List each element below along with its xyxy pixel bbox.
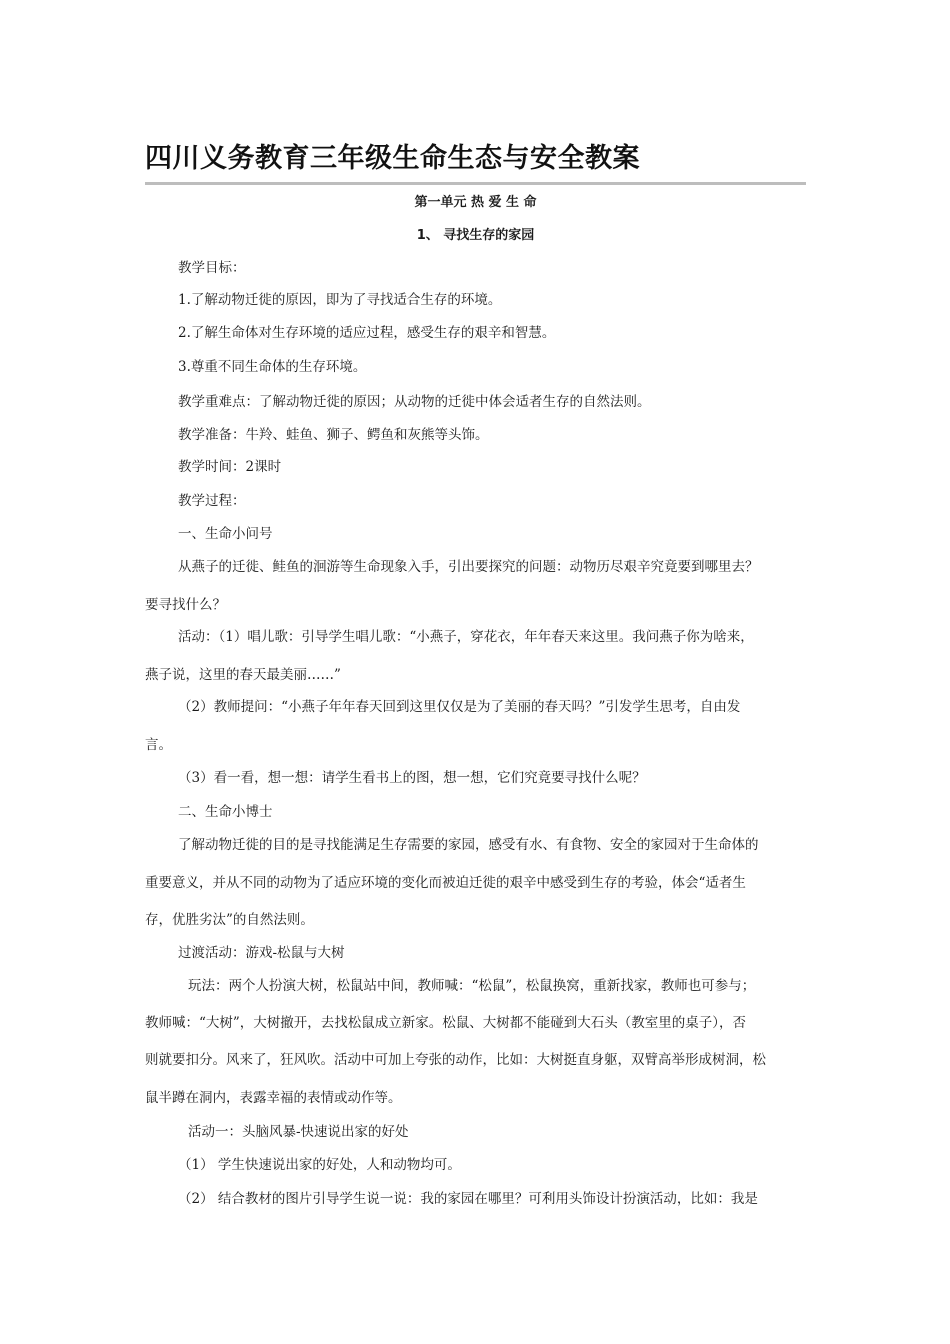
paragraph-line: 玩法：两个人扮演大树，松鼠站中间，教师喊：“松鼠”，松鼠换窝，重新找家，教师也可参与；: [188, 978, 756, 994]
paragraph-line: 燕子说，这里的春天最美丽……”: [145, 667, 341, 683]
paragraph-line: 教学过程：: [178, 493, 246, 509]
paragraph-line: 活动一：头脑风暴-快速说出家的好处: [188, 1124, 409, 1140]
paragraph-line: 重要意义，并从不同的动物为了适应环境的变化而被迫迁徙的艰辛中感受到生存的考验，体会“适者生: [145, 875, 746, 891]
paragraph-line: 教学目标：: [178, 260, 246, 276]
paragraph-line: 过渡活动：游戏-松鼠与大树: [178, 945, 345, 961]
paragraph-line: 了解动物迁徙的目的是寻找能满足生存需要的家园，感受有水、有食物、安全的家园对于生命体的: [178, 837, 759, 853]
paragraph-line: 活动：（1）唱儿歌：引导学生唱儿歌：“小燕子，穿花衣，年年春天来这里。我问燕子你为啥来，: [178, 629, 754, 645]
unit-heading: 第一单元 热 爱 生 命: [414, 195, 537, 210]
section-heading: 一、生命小问号: [178, 526, 273, 542]
paragraph-line: （2）教师提问：“小燕子年年春天回到这里仅仅是为了美丽的春天吗？”引发学生思考，自由发: [178, 699, 741, 715]
list-item: （2） 结合教材的图片引导学生说一说：我的家园在哪里？可利用头饰设计扮演活动，比如：我是: [178, 1191, 758, 1207]
paragraph-line: 教学重难点：了解动物迁徙的原因；从动物的迁徙中体会适者生存的自然法则。: [178, 394, 651, 410]
paragraph-line: 要寻找什么？: [145, 597, 226, 613]
paragraph-line: 鼠半蹲在洞内，表露幸福的表情或动作等。: [145, 1090, 402, 1106]
paragraph-line: 则就要扣分。风来了，狂风吹。活动中可加上夸张的动作，比如：大树挺直身躯，双臂高举形成树洞，松: [145, 1052, 766, 1068]
paragraph-line: 存，优胜劣汰”的自然法则。: [145, 912, 314, 928]
paragraph-line: 2.了解生命体对生存环境的适应过程，感受生存的艰辛和智慧。: [178, 325, 556, 341]
paragraph-line: 1.了解动物迁徙的原因，即为了寻找适合生存的环境。: [178, 292, 502, 308]
paragraph-line: 3.尊重不同生命体的生存环境。: [178, 359, 367, 375]
document-title: 四川义务教育三年级生命生态与安全教案: [145, 143, 640, 174]
paragraph-line: 教师喊：“大树”，大树撤开，去找松鼠成立新家。松鼠、大树都不能碰到大石头（教室里的桌子），否: [145, 1015, 747, 1031]
section-heading: 二、生命小博士: [178, 804, 273, 820]
paragraph-line: （3）看一看，想一想：请学生看书上的图，想一想，它们究竟要寻找什么呢？: [178, 770, 646, 786]
title-divider: [145, 182, 806, 185]
paragraph-line: 言。: [145, 737, 172, 753]
paragraph-line: 教学准备：牛羚、蛙鱼、狮子、鳄鱼和灰熊等头饰。: [178, 427, 489, 443]
paragraph-line: 从燕子的迁徙、鲑鱼的洄游等生命现象入手，引出要探究的问题：动物历尽艰辛究竟要到哪里去？: [178, 559, 759, 575]
paragraph-line: 教学时间：2课时: [178, 459, 282, 475]
lesson-heading: 1、 寻找生存的家园: [416, 228, 535, 243]
list-item: （1） 学生快速说出家的好处，人和动物均可。: [178, 1157, 461, 1173]
